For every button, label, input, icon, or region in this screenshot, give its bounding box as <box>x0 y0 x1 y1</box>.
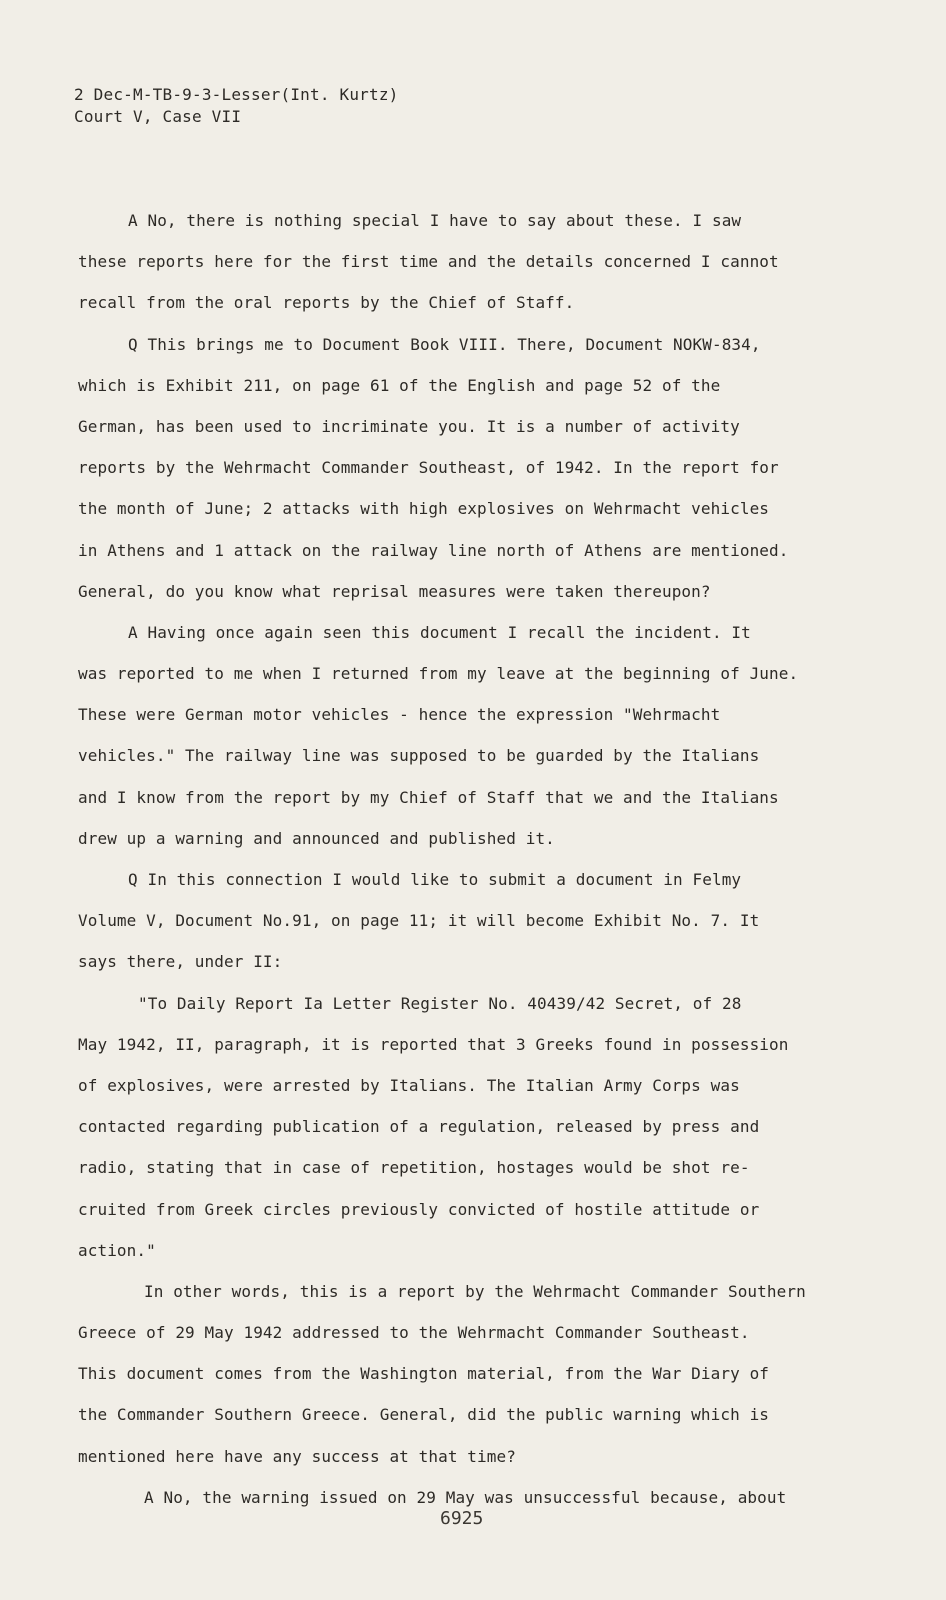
header-court-case: Court V, Case VII <box>74 107 242 126</box>
transcript-line: In other words, this is a report by the Wehrmacht Commander Southern <box>144 1281 806 1301</box>
transcript-body <box>78 200 838 1518</box>
transcript-line: A Having once again seen this document I recall the incident. It <box>128 622 751 642</box>
transcript-line: cruited from Greek circles previously convicted of hostile attitude or <box>78 1199 760 1219</box>
transcript-line: recall from the oral reports by the Chief of Staff. <box>78 293 575 313</box>
transcript-line: says there, under II: <box>78 952 283 972</box>
transcript-line: General, do you know what reprisal measures were taken thereupon? <box>78 581 711 601</box>
transcript-line: was reported to me when I returned from my leave at the beginning of June. <box>78 664 799 684</box>
transcript-line: These were German motor vehicles - hence the expression "Wehrmacht <box>78 705 721 725</box>
transcript-line: the month of June; 2 attacks with high explosives on Wehrmacht vehicles <box>78 499 770 519</box>
transcript-line: drew up a warning and announced and published it. <box>78 828 555 848</box>
transcript-line: Q In this connection I would like to submit a document in Felmy <box>128 870 742 889</box>
header-reference: 2 Dec-M-TB-9-3-Lesser(Int. Kurtz) <box>74 85 399 104</box>
transcript-line: these reports here for the first time and the details concerned I cannot <box>78 252 779 272</box>
transcript-line: and I know from the report by my Chief of Staff that we and the Italians <box>78 787 779 807</box>
transcript-line: which is Exhibit 211, on page 61 of the English and page 52 of the <box>78 375 721 395</box>
transcript-line: Volume V, Document No.91, on page 11; it will become Exhibit No. 7. It <box>78 911 760 931</box>
transcript-line: May 1942, II, paragraph, it is reported that 3 Greeks found in possession <box>78 1034 789 1054</box>
transcript-line: in Athens and 1 attack on the railway line north of Athens are mentioned. <box>78 540 789 560</box>
transcript-line: Q This brings me to Document Book VIII. There, Document NOKW-834, <box>128 334 761 354</box>
transcript-line: of explosives, were arrested by Italians. The Italian Army Corps was <box>78 1075 740 1095</box>
transcript-line: A No, there is nothing special I have to say about these. I saw <box>128 211 742 230</box>
transcript-line: mentioned here have any success at that time? <box>78 1446 516 1466</box>
transcript-line: "To Daily Report Ia Letter Register No. 40439/42 Secret, of 28 <box>138 993 742 1013</box>
transcript-line: Greece of 29 May 1942 addressed to the Wehrmacht Commander Southeast. <box>78 1323 750 1343</box>
page-number: 6925 <box>440 1508 484 1529</box>
transcript-line: the Commander Southern Greece. General, did the public warning which is <box>78 1405 770 1425</box>
transcript-line: vehicles." The railway line was supposed to be guarded by the Italians <box>78 746 760 766</box>
transcript-line: A No, the warning issued on 29 May was unsuccessful because, about <box>144 1487 787 1507</box>
transcript-line: German, has been used to incriminate you. It is a number of activity <box>78 416 740 436</box>
document-header <box>74 84 398 128</box>
transcript-line: action." <box>78 1240 156 1260</box>
transcript-line: contacted regarding publication of a regulation, released by press and <box>78 1117 760 1137</box>
transcript-line: This document comes from the Washington material, from the War Diary of <box>78 1364 770 1384</box>
transcript-line: reports by the Wehrmacht Commander Southeast, of 1942. In the report for <box>78 458 779 478</box>
transcript-line: radio, stating that in case of repetition, hostages would be shot re- <box>78 1158 750 1178</box>
